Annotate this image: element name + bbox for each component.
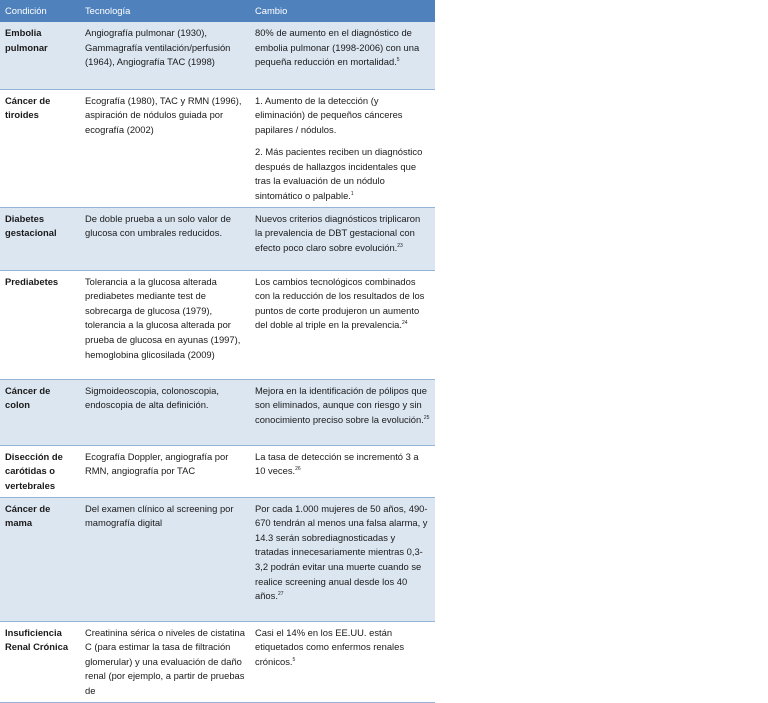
reference-number: 5 [292,656,296,663]
header-cambio: Cambio [250,0,435,22]
table-row [0,497,435,621]
condition-cell: Insuficiencia Renal Crónica [0,621,80,702]
table-row [0,270,435,379]
technology-cell: Ecografía Doppler, angiografía por RMN, angiografía por TAC [80,445,250,497]
change-text: 2. Más pacientes reciben un diagnóstico después de hallazgos incidentales que tras la evaluación de un nódulo sintomático o palpable. [255,146,423,202]
condition-cell: Prediabetes [0,270,80,379]
change-text: 1. Aumento de la detección (y eliminación) de pequeños cánceres papilares / nódulos. [255,94,403,135]
change-text: Nuevos criterios diagnósticos triplicaron la prevalencia de DBT gestacional con efecto poco claro sobre evolución. [255,212,421,253]
table-row [0,379,435,445]
condition-cell: Disección de carótidas o vertebrales [0,445,80,497]
change-cell [250,497,435,621]
table-row [0,89,435,207]
change-cell [250,22,435,89]
change-text: Por cada 1.000 mujeres de 50 años, 490-670 tendrán al menos una falsa alarma, y 14.3 serán sobrediagnosticadas y tratadas innecesariamente mientras 0,3-3,2 podrán evitar una muerte cuando se realice screening anual desde los 40 años. [255,502,428,602]
reference-number: 26 [295,466,301,473]
change-text: La tasa de detección se incrementó 3 a 10 veces. [255,450,419,477]
reference-number: 25 [423,414,430,421]
technology-cell: De doble prueba a un solo valor de glucosa con umbrales reducidos. [80,207,250,270]
technology-cell: Del examen clínico al screening por mamografía digital [80,497,250,621]
reference-number: 1 [350,190,354,197]
condition-cell: Cáncer de tiroides [0,89,80,207]
condition-cell: Embolia pulmonar [0,22,80,89]
reference-number: 24 [401,320,408,327]
technology-cell: Creatinina sérica o niveles de cistatina C (para estimar la tasa de filtración glomerular) y una evaluación de daño renal (por ejemplo, a partir de pruebas de [80,621,250,702]
condition-cell: Cáncer de mama [0,497,80,621]
table-header-row [0,0,435,22]
reference-number: 23 [397,242,403,249]
header-tecnologia: Tecnología [80,0,250,22]
technology-cell: Tolerancia a la glucosa alterada prediabetes mediante test de sobrecarga de glucosa (1979), tolerancia a la glucosa alterada por prueba de glucosa en ayunas (1997), hemoglobina glicosilada (2009) [80,270,250,379]
change-text: 80% de aumento en el diagnóstico de embolia pulmonar (1998-2006) con una pequeña reducción en mortalidad. [255,27,420,68]
condition-cell: Diabetes gestacional [0,207,80,270]
change-cell [250,445,435,497]
change-cell [250,270,435,379]
condition-cell: Cáncer de colon [0,379,80,445]
change-text: Mejora en la identificación de pólipos que son eliminados, aunque con riesgo y sin conocimiento preciso sobre la evolución. [255,384,427,425]
table-row [0,445,435,497]
technology-cell: Sigmoideoscopia, colonoscopia, endoscopia de alta definición. [80,379,250,445]
technology-cell: Angiografía pulmonar (1930), Gammagrafía ventilación/perfusión (1964), Angiografía TAC (1998) [80,22,250,89]
technology-cell: Ecografía (1980), TAC y RMN (1996), aspiración de nódulos guiada por ecografía (2002) [80,89,250,207]
change-cell [250,89,435,207]
change-cell [250,207,435,270]
table-row [0,207,435,270]
table-row [0,621,435,702]
reference-number: 5 [396,57,400,64]
reference-number: 27 [277,591,284,598]
change-cell [250,379,435,445]
change-cell [250,621,435,702]
table-row [0,22,435,89]
change-text: Los cambios tecnológicos combinados con la reducción de los resultados de los puntos de corte produjeron un aumento del doble al triple en la prevalencia. [255,275,425,331]
change-text: Casi el 14% en los EE.UU. están etiquetados como enfermos renales crónicos. [255,626,405,667]
header-condicion: Condición [0,0,80,22]
